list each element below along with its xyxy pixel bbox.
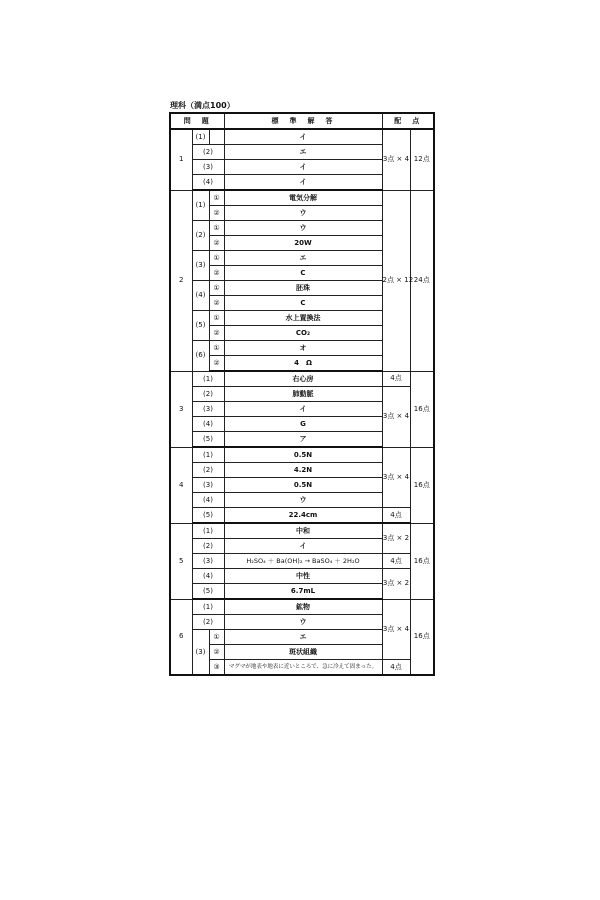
sub-question-label: (1) — [192, 523, 224, 539]
question-number: 1 — [170, 129, 192, 190]
table-row — [170, 569, 434, 584]
sub-question-label: (5) — [192, 311, 209, 341]
item-number: ① — [209, 630, 224, 645]
total-points-cell: 16点 — [410, 523, 434, 599]
sub-question-label: (2) — [192, 221, 209, 251]
score-cell: 3点 × 2 — [382, 523, 410, 554]
answer-cell: ウ — [224, 615, 382, 630]
answer-cell: 電気分解 — [224, 190, 382, 206]
score-cell: 4点 — [382, 554, 410, 569]
answer-cell: イ — [224, 129, 382, 145]
sub-question-label: (2) — [192, 463, 224, 478]
document-title: 理科（満点100） — [170, 101, 235, 110]
table-row — [170, 387, 434, 402]
sub-question-label: (2) — [192, 615, 224, 630]
sub-question-label: (4) — [192, 281, 209, 311]
answer-cell: C — [224, 296, 382, 311]
item-number — [209, 129, 224, 145]
sub-question-label: (3) — [192, 478, 224, 493]
answer-cell: 胚珠 — [224, 281, 382, 296]
sub-question-label: (5) — [192, 508, 224, 524]
answer-cell: 4 Ω — [224, 356, 382, 372]
item-number: ② — [209, 236, 224, 251]
answer-cell: エ — [224, 145, 382, 160]
score-cell: 2点 × 12 — [382, 190, 410, 371]
item-number: ① — [209, 221, 224, 236]
answer-cell: イ — [224, 402, 382, 417]
question-number: 4 — [170, 447, 192, 523]
answer-cell: 6.7mL — [224, 584, 382, 600]
answer-cell: 22.4cm — [224, 508, 382, 524]
answer-cell: H₂SO₄ ＋ Ba(OH)₂ → BaSO₄ ＋ 2H₂O — [224, 554, 382, 569]
header-answer: 標 準 解 答 — [224, 113, 382, 129]
score-cell: 3点 × 4 — [382, 387, 410, 448]
question-number: 2 — [170, 190, 192, 371]
item-number: ② — [209, 266, 224, 281]
sub-question-label: (4) — [192, 175, 224, 191]
answer-cell: 水上置換法 — [224, 311, 382, 326]
item-number: ② — [209, 206, 224, 221]
score-cell: 3点 × 4 — [382, 599, 410, 660]
table-header-row — [170, 113, 434, 129]
sub-question-label: (3) — [192, 160, 224, 175]
sub-question-label: (2) — [192, 539, 224, 554]
answer-cell: ウ — [224, 206, 382, 221]
sub-question-label: (5) — [192, 584, 224, 600]
sub-question-label: (5) — [192, 432, 224, 448]
sub-question-label: (1) — [192, 599, 224, 615]
item-number: ② — [209, 645, 224, 660]
answer-cell: マグマが地表や地表に近いところで、急に冷えて固まった。 — [224, 660, 382, 676]
table-row — [170, 447, 434, 463]
answer-cell: ウ — [224, 493, 382, 508]
answer-cell: イ — [224, 175, 382, 191]
sub-question-label: (4) — [192, 417, 224, 432]
sub-question-label: (1) — [192, 447, 224, 463]
sub-question-label: (1) — [192, 190, 209, 221]
answer-cell: 0.5N — [224, 447, 382, 463]
sub-question-label: (3) — [192, 251, 209, 281]
item-number: ② — [209, 296, 224, 311]
sub-question-label: (4) — [192, 569, 224, 584]
answer-cell: 右心房 — [224, 371, 382, 387]
table-row — [170, 554, 434, 569]
answer-cell: 20W — [224, 236, 382, 251]
question-number: 3 — [170, 371, 192, 447]
table-row — [170, 660, 434, 676]
sub-question-label: (4) — [192, 493, 224, 508]
answer-cell: 中性 — [224, 569, 382, 584]
item-number: ② — [209, 326, 224, 341]
item-number: ① — [209, 311, 224, 326]
answer-cell: 斑状組織 — [224, 645, 382, 660]
sub-question-label: (3) — [192, 630, 209, 676]
score-cell: 3点 × 2 — [382, 569, 410, 600]
sub-question-label: (2) — [192, 145, 224, 160]
answer-cell: オ — [224, 341, 382, 356]
header-problem: 問 題 — [170, 113, 224, 129]
sub-question-label: (3) — [192, 554, 224, 569]
question-number: 5 — [170, 523, 192, 599]
table-row — [170, 508, 434, 524]
score-cell: 3点 × 4 — [382, 129, 410, 190]
total-points-cell: 12点 — [410, 129, 434, 190]
header-points: 配 点 — [382, 113, 434, 129]
sub-question-label: (3) — [192, 402, 224, 417]
answer-cell: イ — [224, 160, 382, 175]
answer-cell: イ — [224, 539, 382, 554]
answer-cell: 0.5N — [224, 478, 382, 493]
table-row — [170, 190, 434, 206]
sub-question-label: (6) — [192, 341, 209, 372]
item-number: ③ — [209, 660, 224, 676]
answer-cell: 肺動脈 — [224, 387, 382, 402]
question-number: 6 — [170, 599, 192, 675]
sub-question-label: (1) — [192, 129, 209, 145]
total-points-cell: 16点 — [410, 599, 434, 675]
score-cell: 3点 × 4 — [382, 447, 410, 508]
item-number: ② — [209, 356, 224, 372]
answer-cell: 中和 — [224, 523, 382, 539]
item-number: ① — [209, 190, 224, 206]
item-number: ① — [209, 251, 224, 266]
answer-cell: エ — [224, 630, 382, 645]
score-cell: 4点 — [382, 371, 410, 387]
answer-cell: ウ — [224, 221, 382, 236]
answer-cell: 4.2N — [224, 463, 382, 478]
item-number: ① — [209, 281, 224, 296]
sub-question-label: (1) — [192, 371, 224, 387]
total-points-cell: 24点 — [410, 190, 434, 371]
sub-question-label: (2) — [192, 387, 224, 402]
item-number: ① — [209, 341, 224, 356]
table-row — [170, 129, 434, 145]
answer-cell: 鉱物 — [224, 599, 382, 615]
answer-cell: G — [224, 417, 382, 432]
table-row — [170, 371, 434, 387]
table-row — [170, 523, 434, 539]
total-points-cell: 16点 — [410, 371, 434, 447]
answer-cell: CO₂ — [224, 326, 382, 341]
answer-cell: ア — [224, 432, 382, 448]
score-cell: 4点 — [382, 508, 410, 524]
answer-cell: エ — [224, 251, 382, 266]
answer-cell: C — [224, 266, 382, 281]
score-cell: 4点 — [382, 660, 410, 676]
table-row — [170, 599, 434, 615]
total-points-cell: 16点 — [410, 447, 434, 523]
answer-table — [169, 112, 435, 676]
